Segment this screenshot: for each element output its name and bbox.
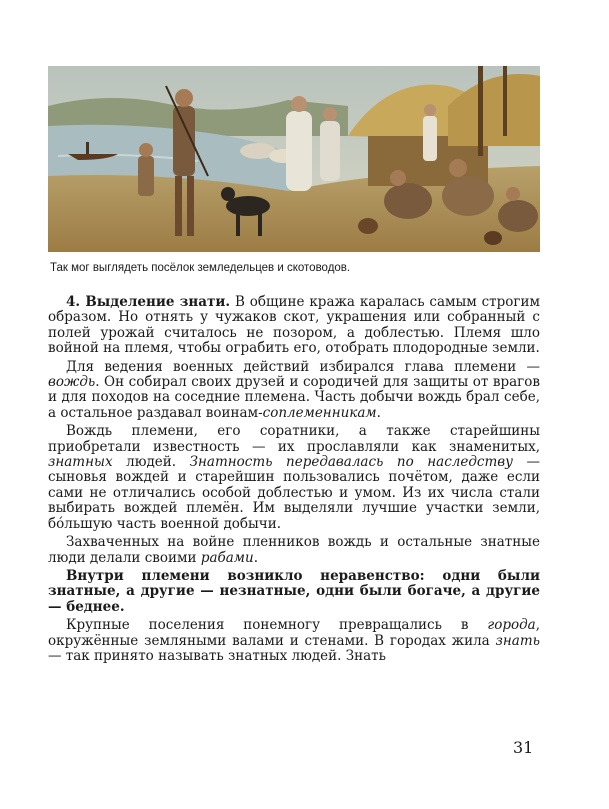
term-noble: знатных (48, 454, 113, 471)
term-hereditary-nobility: Знатность передавалась по наследству (189, 454, 513, 471)
term-tribesmen: соплеменникам (262, 404, 377, 421)
paragraph-3: Вождь племени, его соратники, а также старейшины приобретали известность — их прославляли как знаменитых, знатных людей. Знатность передавалась по наследству — сыновья вождей и старейшин пользовались почётом, даже если сами не отличались особой доблестью и умом. Из их числа стали выбирать вождей племён. Им выделяли лучшие участки земли, бóльшую часть военной добычи. (48, 423, 540, 532)
ancient-settlement-illustration (48, 66, 540, 252)
term-cities: города (487, 617, 536, 634)
paragraph-5 (48, 569, 540, 615)
paragraph-4: Захваченных на войне пленников вождь и остальные знатные люди делали своими рабами. (48, 534, 540, 566)
paragraph-2: Для ведения военных действий избирался глава племени — вождь. Он собирал своих друзей и сородичей для защиты от врагов и для походов на соседние племена. Часть добычи вождь брал себе, а остальное раздавал воинам-соплеменникам. (48, 358, 540, 421)
section-text (48, 295, 540, 667)
figure-caption: Так мог выглядеть посёлок земледельцев и скотоводов. (50, 262, 351, 274)
paragraph-1: 4. Выделение знати. В общине кража каралась самым строгим образом. Но отнять у чужаков скот, украшения или собранный с полей урожай считалось не позором, а доблестью. Племя шло войной на племя, чтобы ограбить его, отобрать плодородные земли. (48, 294, 540, 357)
key-statement: Внутри племени возникло неравенство: одни были знатные, а другие — незнатные, одни были богаче, а другие — беднее. (48, 567, 540, 615)
paragraph-6: Крупные поселения понемногу превращались в города, окружённые земляными валами и стенами. В городах жила знать — так принято называть знатных людей. Знать (48, 617, 540, 664)
page-number: 31 (513, 738, 534, 757)
term-nobility: знать (495, 632, 540, 649)
section-heading: 4. Выделение знати. (66, 294, 231, 310)
term-slaves: рабами (200, 549, 254, 566)
term-chief: вождь (48, 374, 96, 391)
